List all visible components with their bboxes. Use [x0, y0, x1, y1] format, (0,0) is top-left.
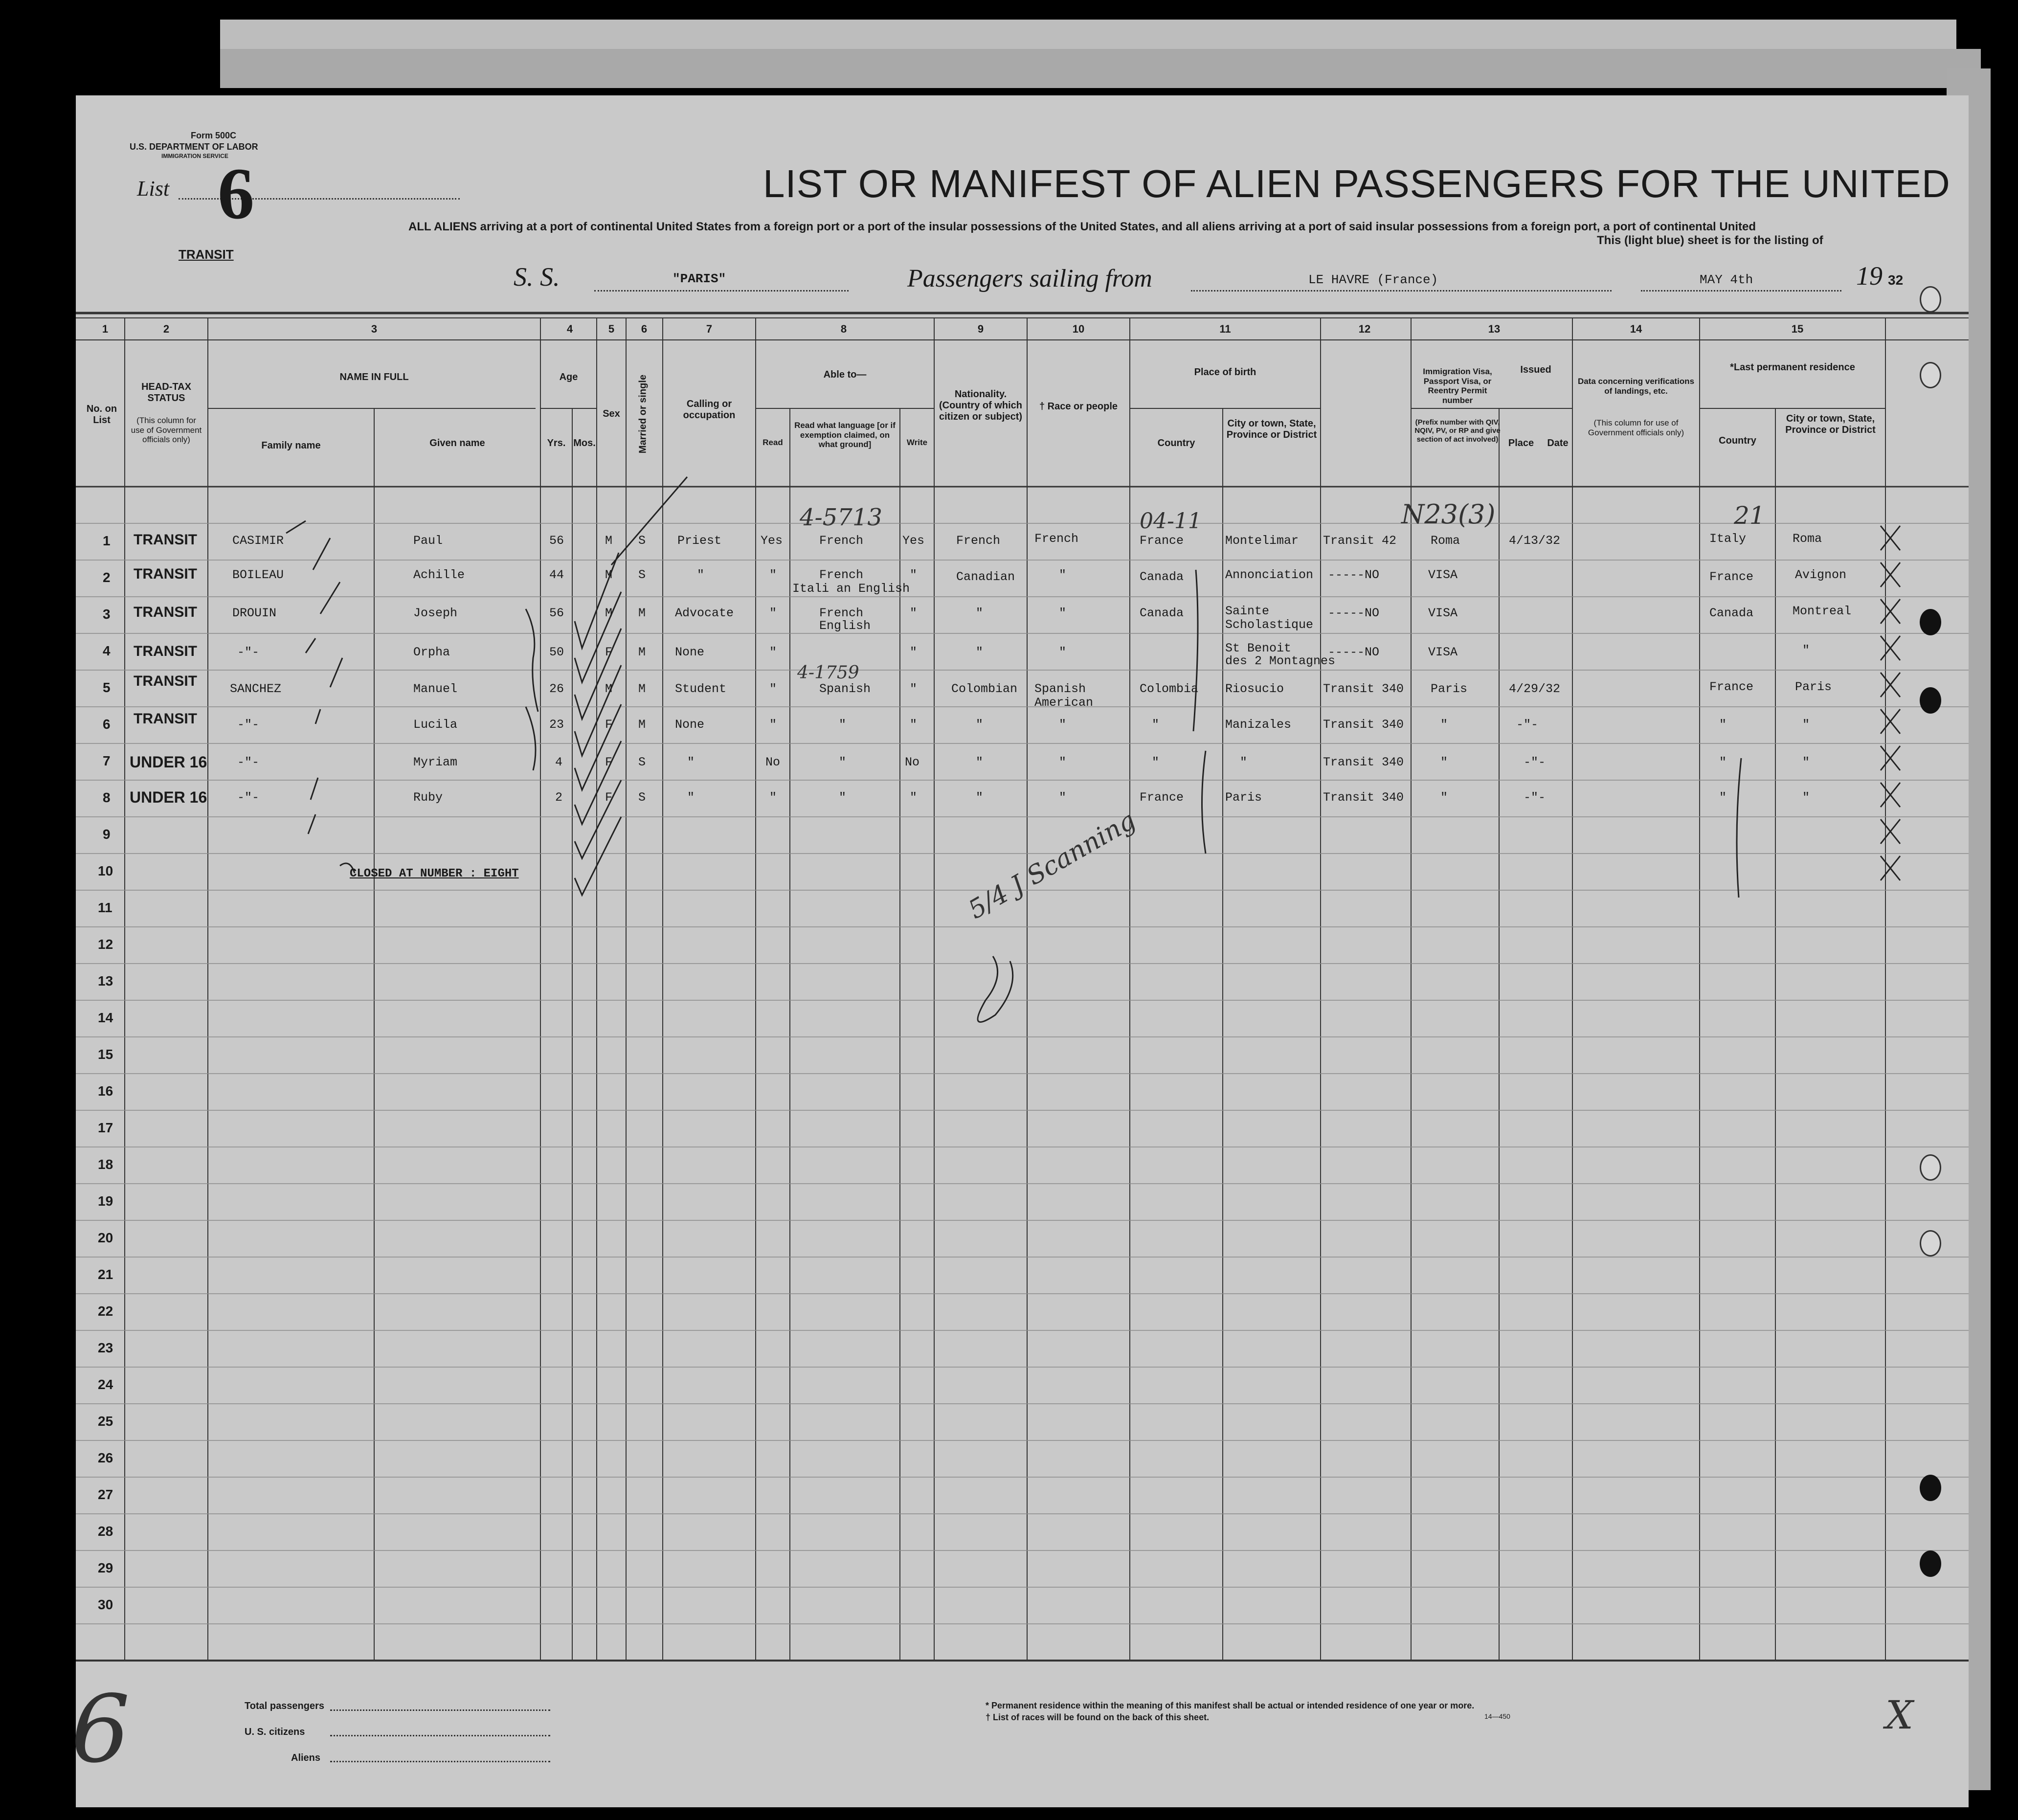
table-row: [76, 753, 1969, 773]
header-able-to: Able to—: [823, 369, 867, 380]
ss-label: S. S.: [514, 262, 560, 292]
row-number: 25: [98, 1414, 113, 1429]
table-row: [76, 788, 1969, 808]
given-name: Joseph: [413, 606, 458, 620]
visa-number: Transit 340: [1323, 755, 1404, 769]
birth-city: Sainte: [1225, 604, 1270, 618]
header-date: Date: [1547, 438, 1569, 449]
header-data-landing-note: (This column for use of Government officials only): [1588, 418, 1684, 437]
sex: F: [605, 790, 613, 805]
hw-residence-mark: 21: [1734, 501, 1765, 530]
row-number: 15: [98, 1047, 113, 1062]
header-birth-city: City or town, State, Province or District: [1226, 418, 1317, 440]
us-citizens-label: U. S. citizens: [245, 1727, 305, 1737]
family-name: -"-: [237, 790, 260, 805]
head-tax-stamp: TRANSIT: [134, 711, 197, 727]
total-passengers-line: [330, 1709, 550, 1711]
row-number: 26: [98, 1450, 113, 1465]
birth-country: France: [1140, 790, 1184, 805]
age-years: 56: [549, 534, 564, 548]
header-head-tax: HEAD-TAX STATUS: [141, 382, 191, 404]
col-num-14: 14: [1630, 323, 1642, 335]
col-num-11: 11: [1219, 323, 1231, 335]
issued-date: -"-: [1524, 755, 1546, 769]
calling: None: [675, 645, 705, 659]
row-number: 17: [98, 1120, 113, 1135]
can-write: ": [910, 606, 918, 620]
binder-hole: [1920, 687, 1941, 714]
department: U.S. DEPARTMENT OF LABOR: [130, 142, 258, 152]
row-number: 19: [98, 1193, 113, 1209]
row-number: 28: [98, 1524, 113, 1539]
row-number: 14: [98, 1010, 113, 1025]
race: ": [1059, 790, 1067, 805]
birth-country: Canada: [1140, 570, 1184, 584]
list-label: List: [137, 177, 170, 201]
row-number: 10: [98, 863, 113, 878]
family-name: CASIMIR: [232, 534, 284, 548]
year-prefix: 19: [1856, 261, 1883, 291]
form-number: Form 500C: [191, 131, 237, 140]
age-years: 44: [549, 568, 564, 582]
table-row: [76, 566, 1969, 596]
subtitle-2: This (light blue) sheet is for the listing of: [1597, 234, 1823, 247]
row-number: 6: [103, 717, 111, 732]
issued-place: ": [1440, 718, 1448, 732]
birth-city: Annonciation: [1225, 568, 1314, 582]
header-res-country: Country: [1719, 435, 1756, 446]
issued-place: VISA: [1428, 645, 1458, 659]
list-number: 6: [218, 153, 254, 234]
nationality: ": [976, 645, 984, 659]
col-num-9: 9: [977, 323, 984, 335]
read-language: Spanish: [819, 682, 871, 696]
header-given-name: Given name: [429, 438, 485, 449]
header-last-residence: *Last permanent residence: [1730, 362, 1855, 373]
row-number: 5: [103, 680, 111, 695]
binder-hole: [1920, 1550, 1941, 1577]
can-read: ": [769, 568, 777, 582]
can-read: No: [765, 755, 781, 769]
hw-lang-row1: 4-5713: [800, 504, 882, 531]
issued-date: 4/29/32: [1509, 682, 1561, 696]
footnote-residence: * Permanent residence within the meaning of this manifest shall be actual or intended residence of one year or more.: [986, 1701, 1475, 1710]
footnote-code: 14—450: [1484, 1712, 1510, 1720]
read-language: French: [819, 534, 864, 548]
calling: Advocate: [675, 606, 734, 620]
sex: M: [605, 606, 613, 620]
binder-hole: [1920, 362, 1941, 388]
row-number: 8: [103, 790, 111, 805]
header-name-in-full: NAME IN FULL: [339, 372, 409, 382]
header-calling: Calling or occupation: [683, 399, 736, 421]
row-number: 16: [98, 1083, 113, 1099]
binder-hole: [1920, 1230, 1941, 1257]
header-yrs: Yrs.: [547, 438, 566, 449]
can-read: Yes: [761, 534, 783, 548]
age-years: 26: [549, 682, 564, 696]
calling: ": [687, 790, 695, 805]
row-number: 7: [103, 753, 111, 768]
header-data-landing: Data concerning verifications of landings, etc.: [1577, 377, 1695, 396]
col-num-1: 1: [102, 323, 109, 335]
binder-hole: [1920, 286, 1941, 313]
row-number: 3: [103, 607, 111, 622]
issued-place: ": [1440, 755, 1448, 769]
visa-number: -----NO: [1328, 568, 1380, 582]
transit-stamp: TRANSIT: [179, 247, 234, 262]
head-tax-stamp: TRANSIT: [134, 673, 197, 689]
residence-city: ": [1802, 718, 1810, 732]
read-language: French: [819, 606, 864, 620]
sailing-date: MAY 4th: [1700, 272, 1753, 287]
age-years: 4: [555, 755, 563, 769]
sex: F: [605, 645, 613, 659]
given-name: Orpha: [413, 645, 450, 659]
residence-country: France: [1709, 570, 1754, 584]
sex: M: [605, 568, 613, 582]
header-no-on-list: No. on List: [86, 404, 117, 426]
race: Spanish: [1034, 682, 1086, 696]
row-number: 23: [98, 1340, 113, 1355]
birth-city-2: des 2 Montagnes: [1225, 654, 1336, 668]
row-number: 21: [98, 1267, 113, 1282]
birth-city: ": [1240, 755, 1248, 769]
table-row: [76, 604, 1969, 633]
read-language-2: Itali an English: [792, 582, 910, 596]
us-citizens-line: [330, 1735, 550, 1736]
issued-date: 4/13/32: [1509, 534, 1561, 548]
visa-number: Transit 42: [1323, 534, 1397, 548]
birth-city: St Benoit: [1225, 641, 1292, 655]
family-name: -"-: [237, 755, 260, 769]
row-number: 27: [98, 1487, 113, 1502]
marital-status: S: [638, 568, 646, 582]
age-years: 56: [549, 606, 564, 620]
row-number: 18: [98, 1157, 113, 1172]
visa-number: -----NO: [1328, 645, 1380, 659]
aliens-label: Aliens: [291, 1753, 321, 1763]
issued-place: ": [1440, 790, 1448, 805]
residence-city: Paris: [1795, 680, 1832, 694]
residence-country: ": [1719, 790, 1727, 805]
header-birth-country: Country: [1157, 438, 1195, 449]
sex: F: [605, 718, 613, 732]
read-language-2: English: [819, 619, 871, 633]
issued-date: -"-: [1516, 718, 1539, 732]
page-title: LIST OR MANIFEST OF ALIEN PASSENGERS FOR THE UNITED: [763, 162, 1951, 205]
binder-hole: [1920, 609, 1941, 635]
birth-country: ": [1152, 755, 1160, 769]
row-number: 11: [98, 900, 112, 915]
age-years: 2: [555, 790, 563, 805]
ship-name: "PARIS": [673, 271, 726, 286]
age-years: 50: [549, 645, 564, 659]
issued-date: -"-: [1524, 790, 1546, 805]
head-tax-stamp: TRANSIT: [134, 532, 197, 548]
col-num-8: 8: [840, 323, 847, 335]
can-write: No: [905, 755, 920, 769]
hw-scan-note: 5/4 J Scanning: [964, 806, 1141, 925]
col-num-6: 6: [641, 323, 648, 335]
visa-number: Transit 340: [1323, 718, 1404, 732]
hw-page-number: 6: [71, 1675, 130, 1783]
row-number: 1: [103, 533, 111, 548]
birth-city: Montelimar: [1225, 534, 1299, 548]
race: ": [1059, 568, 1067, 582]
header-mos: Mos.: [573, 438, 596, 449]
can-read: ": [769, 682, 777, 696]
col-num-4: 4: [566, 323, 573, 335]
issued-place: VISA: [1428, 568, 1458, 582]
header-place: Place: [1508, 438, 1534, 449]
header-res-city: City or town, State, Province or District: [1785, 413, 1876, 435]
race: ": [1059, 718, 1067, 732]
table-row: [76, 532, 1969, 551]
nationality: ": [976, 755, 984, 769]
calling: None: [675, 718, 705, 732]
marital-status: M: [638, 718, 646, 732]
row-number: 29: [98, 1560, 113, 1575]
sex: M: [605, 682, 613, 696]
manifest-grid: [76, 95, 1969, 1807]
visa-number: -----NO: [1328, 606, 1380, 620]
residence-country: Italy: [1709, 532, 1747, 546]
nationality: ": [976, 790, 984, 805]
nationality: Canadian: [956, 570, 1015, 584]
head-tax-stamp: UNDER 16: [130, 788, 207, 806]
back-page-middle: [220, 49, 1981, 88]
header-place-of-birth: Place of birth: [1194, 367, 1256, 378]
family-name: DROUIN: [232, 606, 277, 620]
sex: M: [605, 534, 613, 548]
age-years: 23: [549, 718, 564, 732]
residence-country: France: [1709, 680, 1754, 694]
can-read: ": [769, 645, 777, 659]
row-number: 12: [98, 937, 113, 952]
can-write: ": [910, 645, 918, 659]
row-number: 2: [103, 570, 111, 585]
header-read-language: Read what language [or if exemption claimed, on what ground]: [794, 421, 896, 449]
aliens-line: [330, 1761, 550, 1762]
nationality: French: [956, 534, 1001, 548]
read-language: ": [839, 755, 847, 769]
marital-status: S: [638, 790, 646, 805]
head-tax-stamp: UNDER 16: [130, 753, 207, 771]
birth-country: France: [1140, 534, 1184, 548]
birth-country: Colombia: [1140, 682, 1199, 696]
marital-status: M: [638, 682, 646, 696]
total-passengers-label: Total passengers: [245, 1701, 325, 1711]
nationality: ": [976, 718, 984, 732]
birth-country: Canada: [1140, 606, 1184, 620]
sex: F: [605, 755, 613, 769]
header-nationality: Nationality. (Country of which citizen or subject): [939, 389, 1023, 422]
can-write: ": [910, 682, 918, 696]
birth-country: ": [1152, 718, 1160, 732]
header-race: † Race or people: [1039, 401, 1118, 412]
residence-country: ": [1719, 718, 1727, 732]
port: LE HAVRE (France): [1308, 272, 1438, 287]
family-name: BOILEAU: [232, 568, 284, 582]
can-read: ": [769, 790, 777, 805]
col-num-5: 5: [608, 323, 615, 335]
birth-city: Paris: [1225, 790, 1262, 805]
footnote-races: † List of races will be found on the back of this sheet.: [986, 1712, 1210, 1722]
marital-status: M: [638, 645, 646, 659]
header-visa: Immigration Visa, Passport Visa, or Reentry Permit number: [1423, 367, 1492, 405]
header-married: Married or single: [637, 374, 649, 454]
col-num-3: 3: [371, 323, 378, 335]
row-number: 30: [98, 1597, 113, 1612]
nationality: ": [976, 606, 984, 620]
col-num-12: 12: [1358, 323, 1371, 335]
birth-city: Manizales: [1225, 718, 1292, 732]
residence-country: Canada: [1709, 606, 1754, 620]
head-tax-stamp: TRANSIT: [134, 566, 197, 582]
service: IMMIGRATION SERVICE: [161, 153, 228, 159]
read-language: ": [839, 718, 847, 732]
col-num-7: 7: [706, 323, 713, 335]
residence-city: ": [1802, 755, 1810, 769]
header-head-tax-note: (This column for use of Government officials only): [131, 416, 202, 445]
binder-hole: [1920, 1154, 1941, 1181]
can-write: Yes: [902, 534, 925, 548]
year-suffix: 32: [1888, 272, 1904, 288]
read-language: French: [819, 568, 864, 582]
marital-status: S: [638, 534, 646, 548]
row-number: 13: [98, 973, 113, 989]
table-row: [76, 641, 1969, 668]
given-name: Manuel: [413, 682, 458, 696]
residence-city: Roma: [1793, 532, 1822, 546]
binder-hole: [1920, 1475, 1941, 1501]
hw-lang-row5: 4-1759: [797, 663, 859, 683]
marital-status: S: [638, 755, 646, 769]
family-name: SANCHEZ: [230, 682, 282, 696]
table-row: [76, 711, 1969, 735]
calling: Student: [675, 682, 727, 696]
back-page-top: [220, 20, 1956, 49]
header-family-name: Family name: [261, 440, 321, 451]
can-read: ": [769, 606, 777, 620]
given-name: Ruby: [413, 790, 443, 805]
row-number: 20: [98, 1230, 113, 1245]
residence-city: ": [1802, 790, 1810, 805]
can-write: ": [910, 568, 918, 582]
head-tax-stamp: TRANSIT: [134, 604, 197, 620]
issued-place: Roma: [1431, 534, 1460, 548]
closed-note: CLOSED AT NUMBER : EIGHT: [350, 867, 519, 880]
header-read: Read: [762, 438, 783, 447]
given-name: Myriam: [413, 755, 458, 769]
header-issued: Issued: [1520, 364, 1551, 375]
row-number: 9: [103, 827, 111, 842]
hw-birth-code: 04-11: [1140, 509, 1202, 534]
given-name: Paul: [413, 534, 443, 548]
marital-status: M: [638, 606, 646, 620]
visa-number: Transit 340: [1323, 682, 1404, 696]
header-age: Age: [559, 372, 578, 382]
row-number: 4: [103, 643, 111, 658]
col-num-2: 2: [163, 323, 170, 335]
visa-number: Transit 340: [1323, 790, 1404, 805]
residence-country: ": [1719, 755, 1727, 769]
family-name: -"-: [237, 645, 260, 659]
head-tax-stamp: TRANSIT: [134, 643, 197, 659]
header-write: Write: [906, 438, 928, 447]
col-num-15: 15: [1791, 323, 1804, 335]
hw-visa-code: N23(3): [1401, 499, 1496, 530]
nationality: Colombian: [951, 682, 1018, 696]
issued-place: VISA: [1428, 606, 1458, 620]
calling: Priest: [677, 534, 722, 548]
residence-city: Montreal: [1793, 604, 1852, 618]
hw-corner-mark: X: [1885, 1692, 1913, 1738]
read-language: ": [839, 790, 847, 805]
birth-city: Riosucio: [1225, 682, 1284, 696]
race-2: American: [1034, 696, 1094, 710]
given-name: Lucila: [413, 718, 458, 732]
residence-city: ": [1802, 643, 1810, 657]
race: ": [1059, 645, 1067, 659]
sailing-label: Passengers sailing from: [907, 265, 1152, 292]
col-num-13: 13: [1488, 323, 1501, 335]
can-write: ": [910, 718, 918, 732]
header-visa-note: (Prefix number with QIV, NQIV, PV, or RP and give section of act involved): [1414, 418, 1501, 444]
manifest-sheet: [71, 95, 1969, 1807]
residence-city: Avignon: [1795, 568, 1847, 582]
header-sex: Sex: [603, 408, 620, 419]
col-num-10: 10: [1072, 323, 1085, 335]
subtitle-1: ALL ALIENS arriving at a port of continental United States from a foreign port or a port of the insular possessions of the United States, and all aliens arriving at a port of said insular possessions from a foreign port, a port of continental United: [408, 220, 1756, 233]
race: French: [1034, 532, 1079, 546]
family-name: -"-: [237, 718, 260, 732]
birth-city-2: Scholastique: [1225, 618, 1314, 632]
can-read: ": [769, 718, 777, 732]
calling: ": [687, 755, 695, 769]
row-number: 22: [98, 1303, 113, 1319]
race: ": [1059, 755, 1067, 769]
race: ": [1059, 606, 1067, 620]
issued-place: Paris: [1431, 682, 1468, 696]
row-number: 24: [98, 1377, 113, 1392]
calling: ": [697, 568, 705, 582]
can-write: ": [910, 790, 918, 805]
given-name: Achille: [413, 568, 465, 582]
